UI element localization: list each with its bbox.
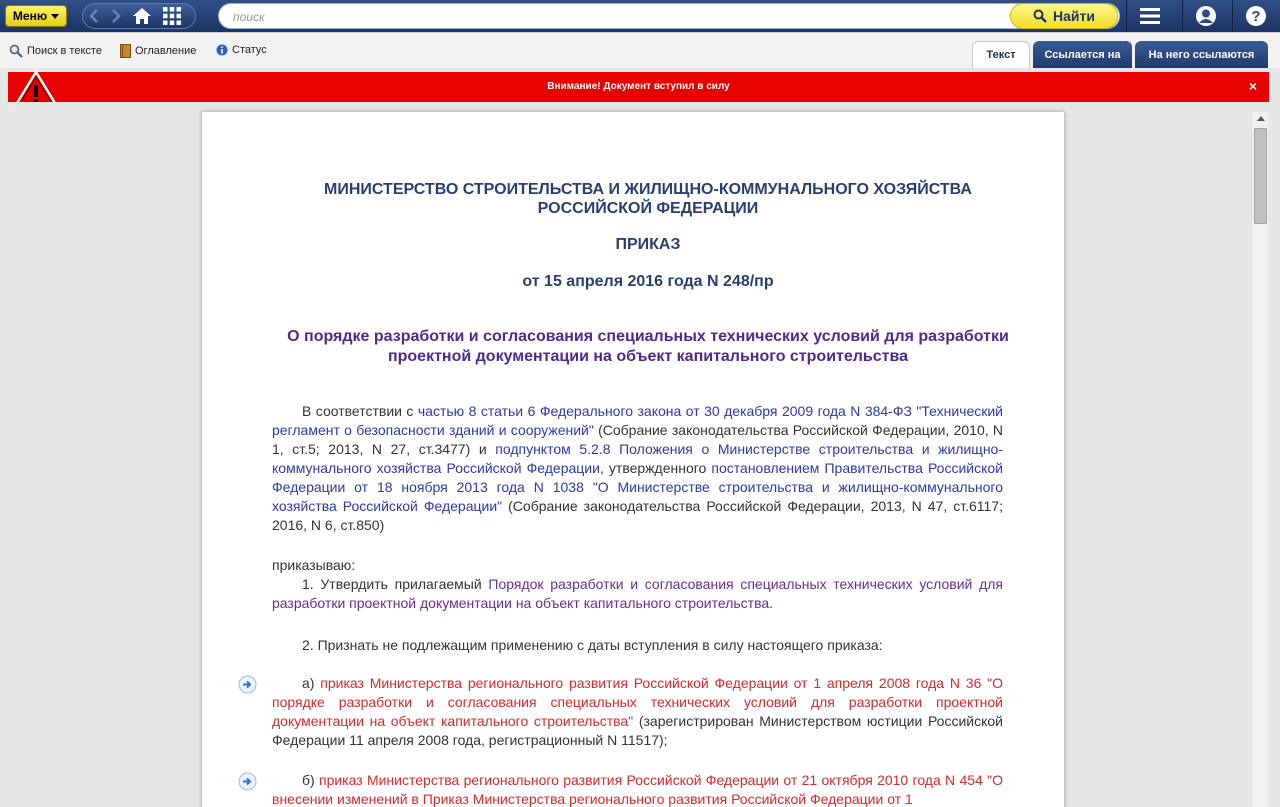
preamble-text-2: (Собрание законодательства Российской Федерации, 2010, N 1, ст.5; 2013, N 27, ст.3477) и xyxy=(272,422,1004,457)
item-a-end: (зарегистрирован Министерством юстиции Российской Федерации 11 апреля 2008 года, регистрационный N 11517); xyxy=(272,713,1003,748)
status-label: Статус xyxy=(232,44,267,56)
tab-text-label: Текст xyxy=(986,49,1016,61)
document-toolbar xyxy=(0,32,1280,68)
item-b-text: б) xyxy=(302,772,319,788)
arrow-right-circle-icon[interactable] xyxy=(238,675,257,694)
search-in-text-button[interactable] xyxy=(9,44,102,58)
info-icon xyxy=(216,44,228,56)
subclause-5-2-8-link[interactable]: подпунктом 5.2.8 Положения о Министерстве строительства и жилищно-коммунального хозяйства Российской Федерации xyxy=(272,441,1003,476)
preamble-text-1: В соответствии с xyxy=(302,403,418,419)
svg-text:?: ? xyxy=(1250,8,1261,25)
forward-arrow-icon[interactable] xyxy=(105,4,127,28)
back-arrow-icon[interactable] xyxy=(83,4,105,28)
alert-text: Внимание! Документ вступил в силу xyxy=(547,81,730,92)
status-button[interactable] xyxy=(216,44,267,56)
find-button-label: Найти xyxy=(1053,8,1095,24)
menu-button-label: Меню xyxy=(12,9,48,23)
home-icon[interactable] xyxy=(127,4,157,28)
nav-group xyxy=(82,3,196,29)
resolution-1038-link[interactable]: постановлением Правительства Российской Федерации от 18 ноября 2013 года N 1038 "О Министерстве строительства и жилищно-коммунального хозяйства Российской Федерации" xyxy=(272,460,1003,514)
menu-button[interactable] xyxy=(5,5,67,27)
contents-button[interactable] xyxy=(120,44,196,58)
document-type: ПРИКАЗ xyxy=(615,236,681,253)
search-in-text-label: Поиск в тексте xyxy=(27,45,102,57)
user-button[interactable] xyxy=(1182,0,1228,32)
caret-down-icon xyxy=(51,14,59,19)
item-1-paragraph xyxy=(272,575,1003,613)
document-viewer xyxy=(14,102,1269,807)
help-button[interactable] xyxy=(1232,0,1278,32)
item-a-paragraph xyxy=(272,674,1003,750)
search-input[interactable] xyxy=(233,8,993,26)
magnifier-icon xyxy=(9,44,23,58)
arrow-right-circle-icon[interactable] xyxy=(238,772,257,791)
ministry-heading: МИНИСТЕРСТВО СТРОИТЕЛЬСТВА И ЖИЛИЩНО-КОММУНАЛЬНОГО ХОЗЯЙСТВА РОССИЙСКОЙ ФЕДЕРАЦИИ xyxy=(324,181,972,217)
item-b-paragraph xyxy=(272,771,1003,807)
item-1-end: . xyxy=(769,595,774,611)
item-a-text: а) xyxy=(302,675,321,691)
item-2-text: 2. Признать не подлежащим применению с даты вступления в силу настоящего приказа: xyxy=(302,637,883,653)
tab-references[interactable] xyxy=(1033,41,1132,68)
vertical-scrollbar[interactable] xyxy=(1251,112,1268,807)
item-2-paragraph xyxy=(272,636,1003,655)
apps-grid-icon[interactable] xyxy=(157,4,187,28)
hamburger-menu-button[interactable] xyxy=(1126,0,1172,32)
status-alert-bar xyxy=(8,72,1269,102)
help-icon xyxy=(1245,5,1267,27)
procedure-link[interactable]: Порядок разработки и согласования специальных технических условий для разработки проектной документации на объект капитального строительства xyxy=(272,576,1003,611)
search-box xyxy=(218,3,1120,29)
contents-label: Оглавление xyxy=(135,45,197,57)
preamble-paragraph xyxy=(272,402,1003,535)
tab-referenced-by-label: На него ссылаются xyxy=(1148,48,1255,61)
tab-text[interactable] xyxy=(972,41,1030,68)
tab-references-label: Ссылается на xyxy=(1044,48,1121,61)
preamble-text-4: (Собрание законодательства Российской Федерации, 2013, N 47, ст.6117; 2016, N 6, ст.850) xyxy=(272,498,1003,533)
alert-close-button[interactable]: × xyxy=(1248,78,1257,94)
search-icon xyxy=(1033,9,1047,23)
book-icon xyxy=(120,44,131,58)
top-bar xyxy=(0,0,1280,32)
order-36-link[interactable]: приказ Министерства регионального развития Российской Федерации от 1 апреля 2008 года N 36 "О порядке разработки и согласования специальных технических условий для разработки проектной документации на объект капитального строительства" xyxy=(272,675,1004,729)
tab-referenced-by[interactable] xyxy=(1135,41,1268,68)
order-454-link[interactable]: приказ Министерства регионального развития Российской Федерации от 21 октября 2010 года N 454 "О внесении изменений в Приказ Министерства регионального развития Российской Федерации от 1 xyxy=(272,772,1003,807)
find-button[interactable] xyxy=(1010,3,1118,29)
user-icon xyxy=(1195,5,1217,27)
document-date: от 15 апреля 2016 года N 248/пр xyxy=(522,273,774,290)
item-1-text: 1. Утвердить прилагаемый xyxy=(302,576,489,592)
scroll-up-arrow-icon[interactable] xyxy=(1257,116,1265,121)
scrollbar-thumb[interactable] xyxy=(1254,128,1267,224)
order-word: приказываю: xyxy=(272,557,356,573)
document-title: О порядке разработки и согласования специальных технических условий для разработки проектной документации на объект капитального строительства xyxy=(287,328,1009,365)
preamble-text-3: , утвержденного xyxy=(599,460,712,476)
hamburger-icon xyxy=(1140,8,1160,24)
law-384-link[interactable]: частью 8 статьи 6 Федерального закона от 30 декабря 2009 года N 384-ФЗ "Технический регламент о безопасности зданий и сооружений" xyxy=(272,403,1004,438)
document-page xyxy=(202,112,1064,807)
